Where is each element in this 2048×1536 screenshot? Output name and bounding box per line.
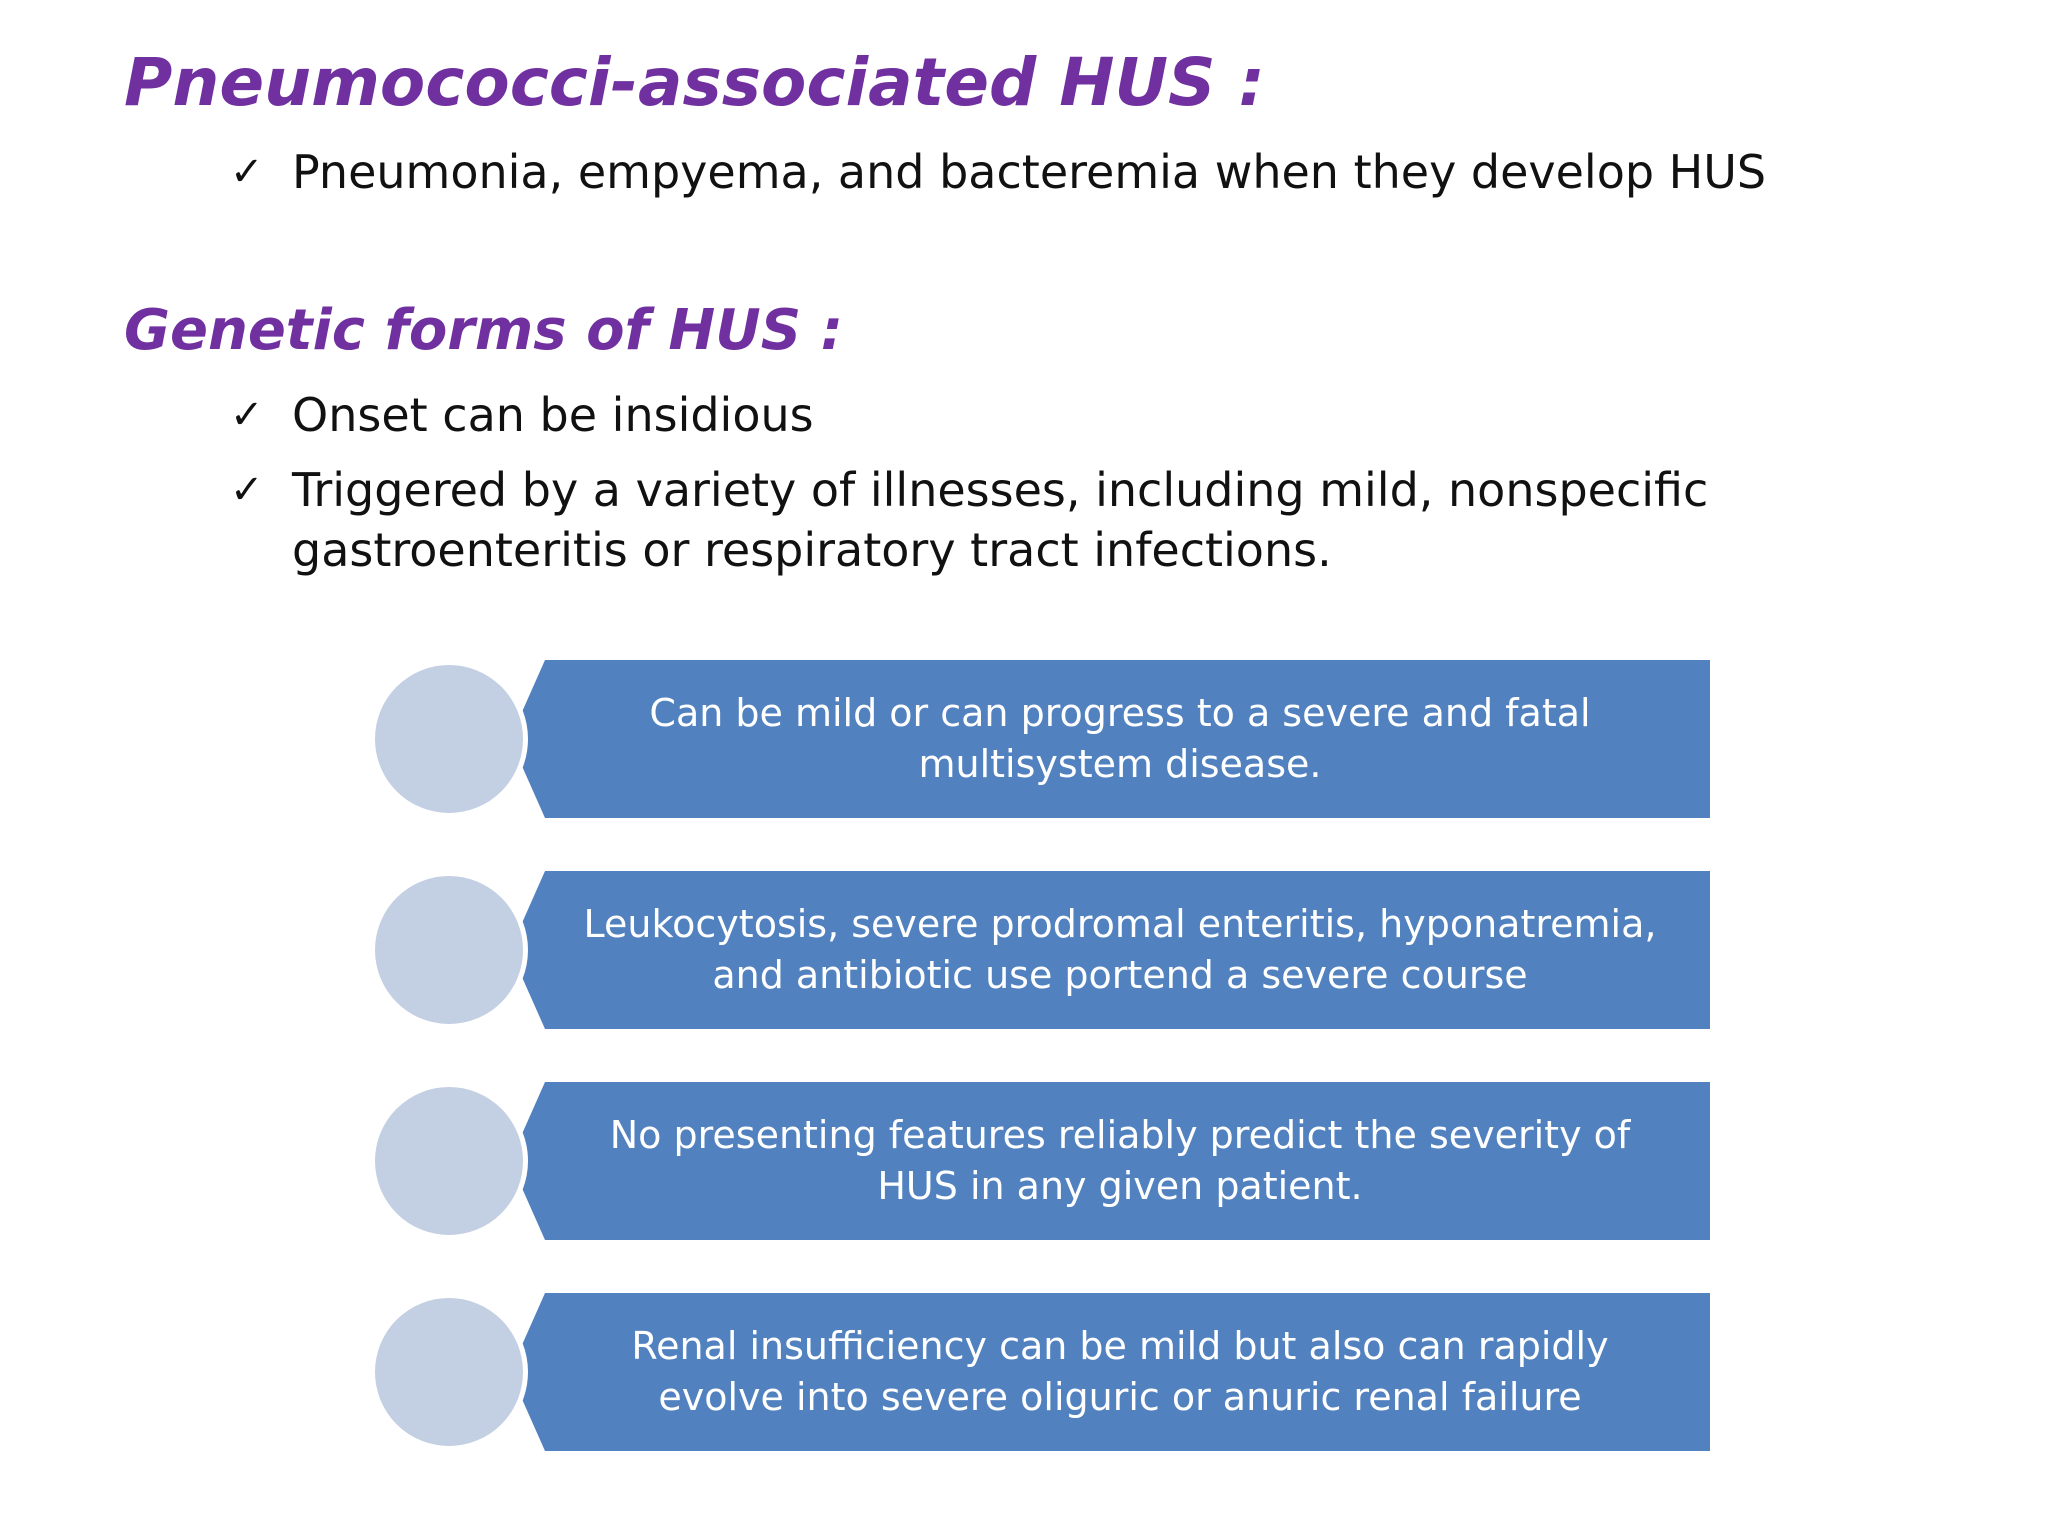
process-box-text: No presenting features reliably predict the severity of HUS in any given patient. [609,1113,1631,1208]
bullet-text: Onset can be insidious [292,388,814,442]
bullet-text: Pneumonia, empyema, and bacteremia when they develop HUS [292,145,1767,199]
bullet-item [230,460,1790,580]
bullet-text: Triggered by a variety of illnesses, including mild, nonspecific gastroenteritis or respiratory tract infections. [292,463,1709,577]
process-item [370,1082,1710,1240]
process-item [370,660,1710,818]
checkmark-icon: ✓ [230,392,264,438]
process-box-text: Renal insufficiency can be mild but also can rapidly evolve into severe oliguric or anuric renal failure [631,1324,1609,1419]
section-heading-genetic: Genetic forms of HUS : [124,298,843,363]
circle-marker-icon [370,660,528,818]
checkmark-icon: ✓ [230,467,264,513]
process-item [370,1293,1710,1451]
process-box-text: Leukocytosis, severe prodromal enteritis, hyponatremia, and antibiotic use portend a severe course [583,902,1657,997]
circle-marker-icon [370,1293,528,1451]
circle-marker-icon [370,871,528,1029]
bullet-item [230,142,1790,202]
process-item [370,871,1710,1029]
checkmark-icon: ✓ [230,149,264,195]
bullet-item [230,385,1790,445]
process-list [370,660,1710,1460]
section-heading-pneumococci: Pneumococci-associated HUS : [124,44,1265,121]
process-box-text: Can be mild or can progress to a severe and fatal multisystem disease. [649,691,1591,786]
circle-marker-icon [370,1082,528,1240]
